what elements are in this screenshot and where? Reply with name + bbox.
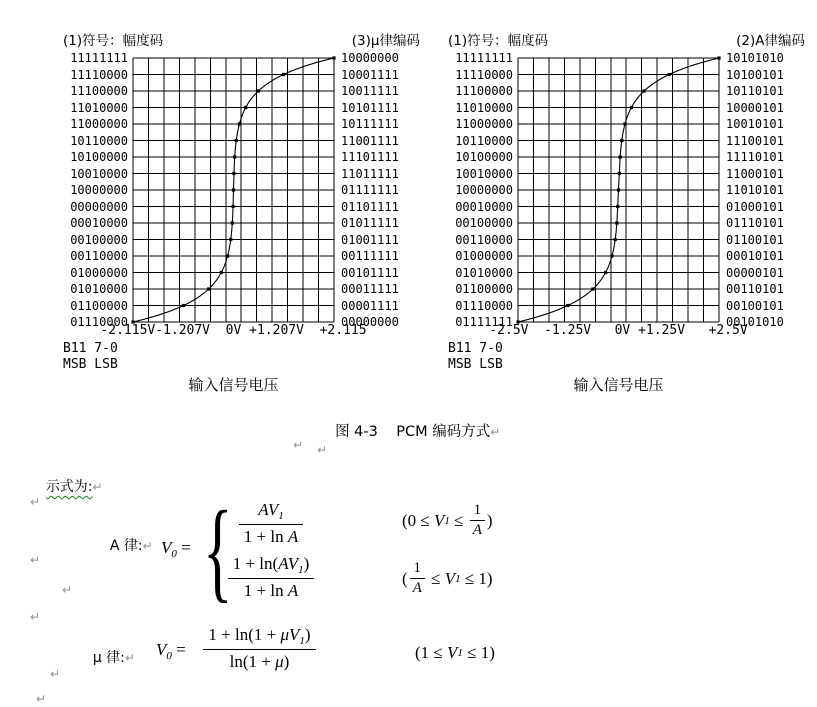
curve-marker — [668, 73, 671, 76]
a-law-lhs — [161, 538, 195, 560]
subscript: 1 — [299, 635, 305, 647]
companding-chart-plot — [133, 58, 334, 322]
condition-text: ≤ 1) — [460, 568, 493, 588]
y-axis-code-label: 00101010 — [726, 315, 784, 329]
x-axis-title: 输入信号电压 — [188, 376, 279, 394]
equals-sign: = — [176, 538, 195, 557]
variable-v: V — [161, 538, 172, 557]
y-axis-code-label: 11010000 — [70, 100, 128, 115]
y-axis-code-label: 00111111 — [341, 249, 399, 263]
numerator: 1 — [470, 502, 485, 521]
y-axis-code-label: 10100000 — [455, 150, 513, 164]
denominator: 1 + ln — [243, 527, 288, 546]
curve-marker — [616, 205, 619, 208]
y-axis-code-label: 00011111 — [341, 282, 399, 296]
y-axis-code-label: 10000101 — [726, 100, 784, 115]
one-over-a-fraction — [470, 502, 485, 539]
y-axis-code-label: 01101111 — [341, 199, 399, 214]
denominator: ln(1 + — [229, 652, 276, 671]
condition-text: (0 ≤ — [402, 510, 434, 530]
y-axis-code-label: 00000000 — [341, 315, 399, 329]
y-axis-code-label: 11110000 — [70, 67, 128, 82]
y-axis-code-label: 00100000 — [70, 232, 128, 247]
curve-marker — [229, 238, 232, 241]
variable-v: V — [444, 568, 456, 588]
curve-marker — [238, 122, 241, 125]
bit-order-label: B11 7-0 — [448, 341, 503, 356]
variable-v: V — [447, 643, 458, 662]
msb-lsb-label: MSB LSB — [63, 357, 118, 372]
mu-law-label-line — [75, 631, 135, 683]
y-axis-code-label: 11000101 — [726, 166, 784, 181]
variable-v: V — [434, 510, 445, 530]
numerator: 1 + ln(1 + — [208, 625, 281, 644]
y-axis-code-label: 01110000 — [455, 298, 513, 313]
curve-marker — [619, 155, 622, 158]
paragraph-mark: ↵ — [36, 692, 47, 706]
y-axis-code-label: 10111111 — [341, 117, 399, 131]
curve-marker — [566, 304, 569, 307]
paragraph-mark: ↵ — [30, 610, 41, 624]
mu-law-condition — [415, 643, 495, 663]
x-axis-ticks: -2.5V -1.25V 0V +1.25V +2.5V — [489, 323, 748, 338]
paragraph-mark: ↵ — [293, 438, 304, 452]
chart-title-right: (2)A律编码 — [736, 33, 805, 49]
y-axis-code-label: 01010000 — [455, 265, 513, 280]
figure-caption-text: 图 4-3 PCM 编码方式 — [335, 424, 491, 440]
y-axis-code-label: 11101111 — [341, 150, 399, 164]
curve-marker — [233, 155, 236, 158]
curve-marker — [717, 56, 720, 59]
y-axis-code-label: 01111111 — [341, 183, 399, 197]
y-axis-code-label: 10000000 — [341, 51, 399, 65]
y-axis-code-label: 01111111 — [455, 315, 513, 329]
equals-sign: = — [171, 640, 190, 659]
variable-a: A — [287, 527, 299, 546]
y-axis-code-label: 00000101 — [726, 265, 784, 280]
intro-text: 示式为: — [45, 479, 93, 495]
y-axis-code-label: 10110000 — [70, 133, 128, 148]
a-law-case1-fraction — [239, 500, 303, 547]
x-axis-ticks: -2.115V-1.207V 0V +1.207V +2.115 — [100, 323, 367, 338]
subscript: 1 — [298, 564, 304, 576]
y-axis-code-label: 01011111 — [341, 216, 399, 230]
mu-law-label: μ 律: — [92, 650, 125, 666]
y-axis-right-codes — [726, 50, 804, 331]
a-law-condition-1 — [402, 502, 493, 539]
y-axis-code-label: 00110000 — [455, 232, 513, 247]
y-axis-code-label: 00100101 — [726, 298, 784, 313]
variable-mu: μ — [275, 652, 284, 671]
mu-law-chart — [30, 25, 430, 397]
paragraph-mark: ↵ — [62, 583, 73, 597]
y-axis-code-label: 10001111 — [341, 67, 399, 82]
close-paren: ) — [486, 510, 493, 530]
close-paren: ) — [283, 652, 290, 671]
y-axis-code-label: 10110101 — [726, 84, 784, 98]
a-law-condition-2 — [402, 560, 493, 597]
y-axis-code-label: 10010000 — [70, 166, 128, 181]
y-axis-code-label: 11010000 — [455, 100, 513, 115]
paragraph-mark: ↵ — [30, 553, 41, 567]
y-axis-code-label: 10000000 — [70, 183, 128, 197]
y-axis-code-label: 10110000 — [455, 133, 513, 148]
curve-marker — [642, 89, 645, 92]
y-axis-code-label: 11100101 — [726, 133, 784, 148]
numerator: AV — [258, 500, 279, 519]
y-axis-left-codes — [435, 50, 513, 331]
subscript: 1 — [444, 514, 450, 527]
bit-order-label: B11 7-0 — [63, 341, 118, 356]
denominator: 1 + ln — [243, 581, 288, 600]
curve-marker — [282, 73, 285, 76]
variable-v: V — [156, 640, 167, 659]
curve-marker — [614, 238, 617, 241]
y-axis-code-label: 10000000 — [455, 183, 513, 197]
curve-marker — [232, 188, 235, 191]
curve-marker — [232, 172, 235, 175]
y-axis-code-label: 00001111 — [341, 298, 399, 313]
paragraph-mark: ↵ — [317, 443, 328, 457]
a-law-case2-fraction — [228, 554, 315, 601]
y-axis-right-codes — [341, 50, 419, 331]
curve-marker — [231, 221, 234, 224]
subscript: 1 — [455, 572, 461, 585]
paragraph-mark: ↵ — [124, 651, 135, 665]
chart-title-left: (1)符号：幅度码 — [448, 33, 549, 49]
y-axis-code-label: 01000101 — [726, 199, 784, 214]
curve-marker — [235, 139, 238, 142]
paragraph-mark: ↵ — [92, 480, 103, 494]
condition-text: ≤ — [449, 510, 468, 530]
y-axis-code-label: 01100101 — [726, 232, 784, 247]
y-axis-code-label: 00101111 — [341, 265, 399, 280]
y-axis-code-label: 10011111 — [341, 84, 399, 98]
curve-marker — [226, 254, 229, 257]
curve-marker — [257, 89, 260, 92]
y-axis-code-label: 00010000 — [455, 199, 513, 214]
y-axis-code-label: 01100000 — [455, 282, 513, 296]
chart-title-right: (3)μ律编码 — [351, 33, 420, 49]
y-axis-code-label: 00010000 — [70, 216, 128, 230]
curve-marker — [618, 172, 621, 175]
y-axis-code-label: 11000000 — [70, 117, 128, 131]
numerator: 1 — [410, 560, 425, 579]
y-axis-code-label: 11011111 — [341, 166, 399, 181]
y-axis-code-label: 11010101 — [726, 183, 784, 197]
y-axis-code-label: 00110101 — [726, 282, 784, 296]
variable-mu-v: μV — [280, 625, 300, 644]
paragraph-mark: ↵ — [490, 425, 501, 439]
y-axis-code-label: 01010000 — [70, 282, 128, 296]
y-axis-code-label: 11110000 — [455, 67, 513, 82]
y-axis-code-label: 01100000 — [70, 298, 128, 313]
curve-marker — [610, 254, 613, 257]
a-law-label: A 律: — [109, 538, 143, 554]
msb-lsb-label: MSB LSB — [448, 357, 503, 372]
curve-marker — [615, 221, 618, 224]
y-axis-code-label: 01000000 — [70, 265, 128, 280]
close-paren: ) — [303, 554, 310, 573]
denominator: A — [412, 580, 422, 596]
y-axis-left-codes — [50, 50, 128, 331]
condition-text: ≤ — [426, 568, 445, 588]
curve-marker — [620, 139, 623, 142]
curve-marker — [207, 287, 210, 290]
y-axis-code-label: 10100101 — [726, 67, 784, 82]
curve-marker — [244, 106, 247, 109]
subscript: 0 — [166, 650, 172, 662]
numerator: 1 + ln( — [232, 554, 279, 573]
y-axis-code-label: 00100000 — [455, 216, 513, 230]
y-axis-code-label: 11111111 — [70, 51, 128, 65]
curve-marker — [232, 205, 235, 208]
open-paren: ( — [402, 568, 408, 588]
condition-text: ≤ 1) — [462, 643, 495, 662]
paragraph-mark: ↵ — [142, 539, 153, 553]
y-axis-code-label: 10101111 — [341, 100, 399, 115]
y-axis-code-label: 11000000 — [455, 117, 513, 131]
curve-marker — [604, 271, 607, 274]
y-axis-code-label: 11001111 — [341, 133, 399, 148]
y-axis-code-label: 01001111 — [341, 232, 399, 247]
y-axis-code-label: 00000000 — [70, 199, 128, 214]
subscript: 1 — [457, 647, 463, 659]
y-axis-code-label: 11100000 — [455, 84, 513, 98]
y-axis-code-label: 01000000 — [455, 249, 513, 263]
mu-law-frac — [203, 625, 315, 672]
curve-marker — [332, 56, 335, 59]
y-axis-code-label: 10100000 — [70, 150, 128, 164]
curve-marker — [617, 188, 620, 191]
condition-text: (1 ≤ — [415, 643, 447, 662]
y-axis-code-label: 01110101 — [726, 216, 784, 230]
chart-title-left: (1)符号：幅度码 — [63, 33, 164, 49]
companding-chart-plot — [518, 58, 719, 322]
curve-marker — [630, 106, 633, 109]
a-law-cases — [221, 500, 321, 601]
curve-marker — [591, 287, 594, 290]
y-axis-code-label: 00010101 — [726, 249, 784, 263]
mu-law-lhs — [156, 640, 190, 662]
subscript: 0 — [171, 548, 177, 560]
curve-marker — [623, 122, 626, 125]
y-axis-code-label: 11100000 — [70, 84, 128, 98]
close-paren: ) — [304, 625, 311, 644]
curve-marker — [182, 304, 185, 307]
variable-av: AV — [278, 554, 299, 573]
y-axis-code-label: 10010101 — [726, 117, 784, 131]
denominator: A — [472, 522, 482, 538]
x-axis-title: 输入信号电压 — [573, 376, 664, 394]
a-law-label-line — [92, 519, 153, 571]
y-axis-code-label: 00110000 — [70, 249, 128, 263]
y-axis-code-label: 10010000 — [455, 166, 513, 181]
variable-a: A — [287, 581, 299, 600]
paragraph-mark: ↵ — [30, 495, 41, 509]
curve-marker — [220, 271, 223, 274]
y-axis-code-label: 11110101 — [726, 150, 784, 164]
a-law-chart — [415, 25, 815, 397]
y-axis-code-label: 01110000 — [70, 315, 128, 329]
figure-caption — [0, 404, 817, 457]
one-over-a-fraction — [410, 560, 425, 597]
intro-line — [28, 460, 103, 512]
subscript: 1 — [278, 510, 284, 522]
y-axis-code-label: 11111111 — [455, 51, 513, 65]
mu-law-fraction — [197, 625, 322, 672]
y-axis-code-label: 10101010 — [726, 51, 784, 65]
left-brace: { — [203, 489, 233, 613]
paragraph-mark: ↵ — [50, 667, 61, 681]
